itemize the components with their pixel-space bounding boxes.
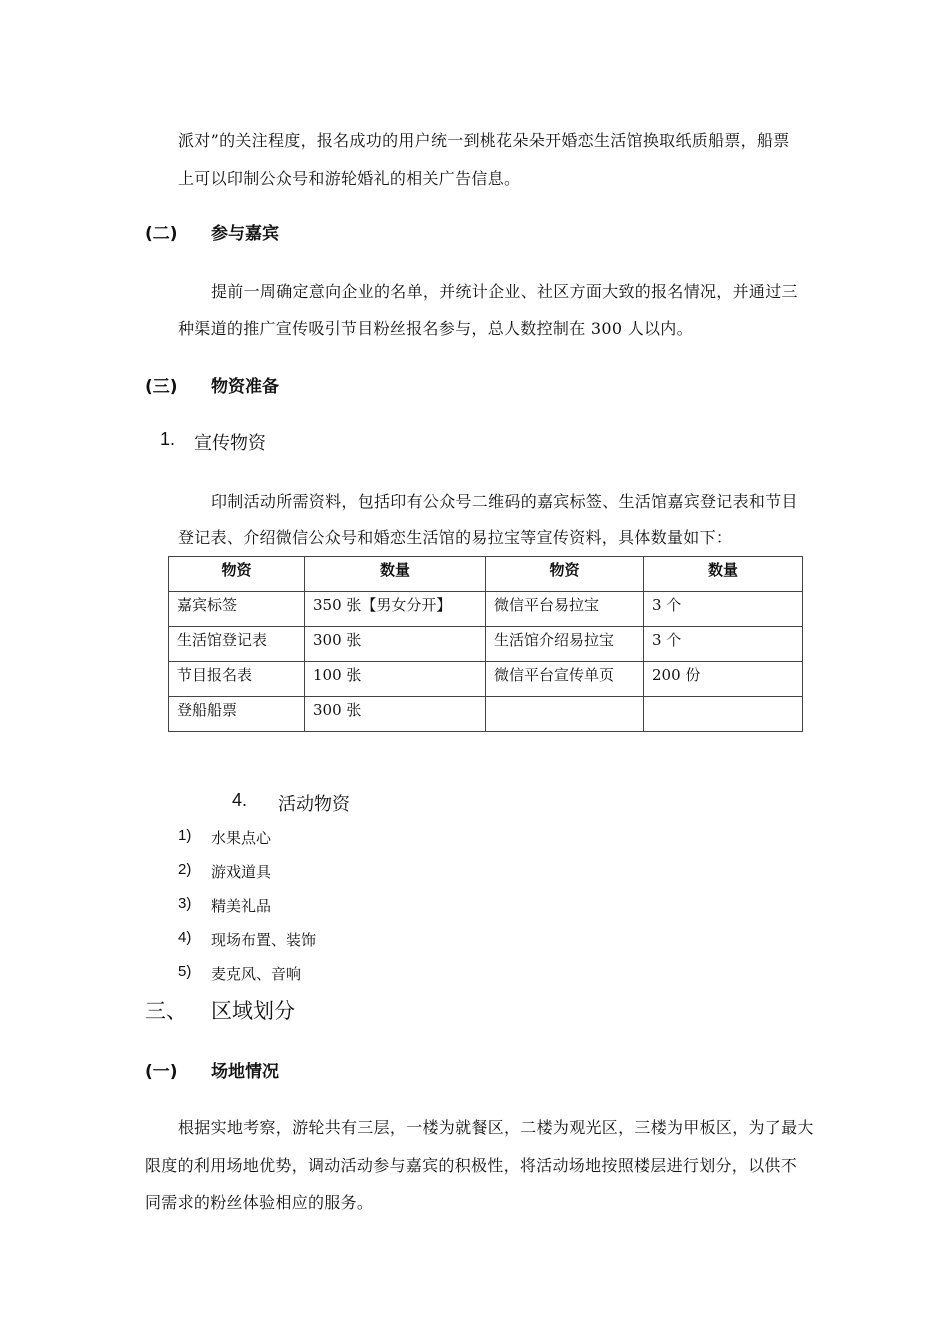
list-item-number: 5) [178,963,192,980]
paragraph-line: 同需求的粉丝体验相应的服务。 [145,1193,374,1212]
subheading-promo-materials: 宣传物资 [194,433,266,454]
section-title-zoning: 区域划分 [211,999,295,1023]
table-cell: 生活馆介绍易拉宝 [486,627,644,662]
table-cell: 350 张【男女分开】 [305,592,486,627]
table-cell: 微信平台易拉宝 [486,592,644,627]
table-row [169,697,803,732]
table-row [169,592,803,627]
list-item: 游戏道具 [211,863,272,881]
table-header-row [169,557,803,592]
table-row [169,627,803,662]
paragraph-line: 登记表、介绍微信公众号和婚恋生活馆的易拉宝等宣传资料，具体数量如下： [178,528,733,547]
table-cell [644,697,803,732]
heading-guests: 参与嘉宾 [211,224,279,244]
section-number: 三、 [145,999,187,1023]
table-header-cell: 物资 [169,557,305,592]
list-item-number: 1) [178,827,192,844]
list-item-number: 2) [178,861,192,878]
table-cell: 3 个 [644,592,803,627]
subheading-event-materials: 活动物资 [278,794,350,815]
list-item-number: 4) [178,929,192,946]
list-item: 麦克风、音响 [211,965,302,983]
heading-number: (三) [145,377,178,397]
table-cell [486,697,644,732]
subheading-number: 4. [232,790,248,810]
table-row [169,662,803,697]
list-item: 精美礼品 [211,897,272,915]
heading-materials: 物资准备 [211,377,279,397]
table-header-cell: 物资 [486,557,644,592]
materials-table [168,556,803,732]
table-cell: 300 张 [305,627,486,662]
table-header-cell: 数量 [305,557,486,592]
table-cell: 登船船票 [169,697,305,732]
paragraph-line: 根据实地考察，游轮共有三层，一楼为就餐区，二楼为观光区，三楼为甲板区，为了最大 [178,1118,814,1137]
paragraph-line: 提前一周确定意向企业的名单，并统计企业、社区方面大致的报名情况，并通过三 [211,282,798,301]
list-item: 水果点心 [211,829,272,847]
table-header-cell: 数量 [644,557,803,592]
table-cell: 100 张 [305,662,486,697]
table-cell: 生活馆登记表 [169,627,305,662]
table-cell: 3 个 [644,627,803,662]
heading-number: (二) [145,224,178,244]
subheading-number: 1. [160,429,176,449]
heading-number: (一) [145,1062,178,1082]
table-cell: 节目报名表 [169,662,305,697]
paragraph-line: 上可以印制公众号和游轮婚礼的相关广告信息。 [178,169,521,188]
paragraph-line: 限度的利用场地优势，调动活动参与嘉宾的积极性，将活动场地按照楼层进行划分，以供不 [145,1156,798,1175]
paragraph-line: 种渠道的推广宣传吸引节目粉丝报名参与，总人数控制在 300 人以内。 [178,319,693,338]
paragraph-line: 派对”的关注程度，报名成功的用户统一到桃花朵朵开婚恋生活馆换取纸质船票，船票 [178,131,790,150]
table-cell: 嘉宾标签 [169,592,305,627]
heading-site: 场地情况 [211,1062,279,1082]
paragraph-line: 印制活动所需资料，包括印有公众号二维码的嘉宾标签、生活馆嘉宾登记表和节目 [211,492,798,511]
list-item: 现场布置、装饰 [211,931,317,949]
table-cell: 微信平台宣传单页 [486,662,644,697]
table-cell: 300 张 [305,697,486,732]
list-item-number: 3) [178,895,192,912]
table-cell: 200 份 [644,662,803,697]
